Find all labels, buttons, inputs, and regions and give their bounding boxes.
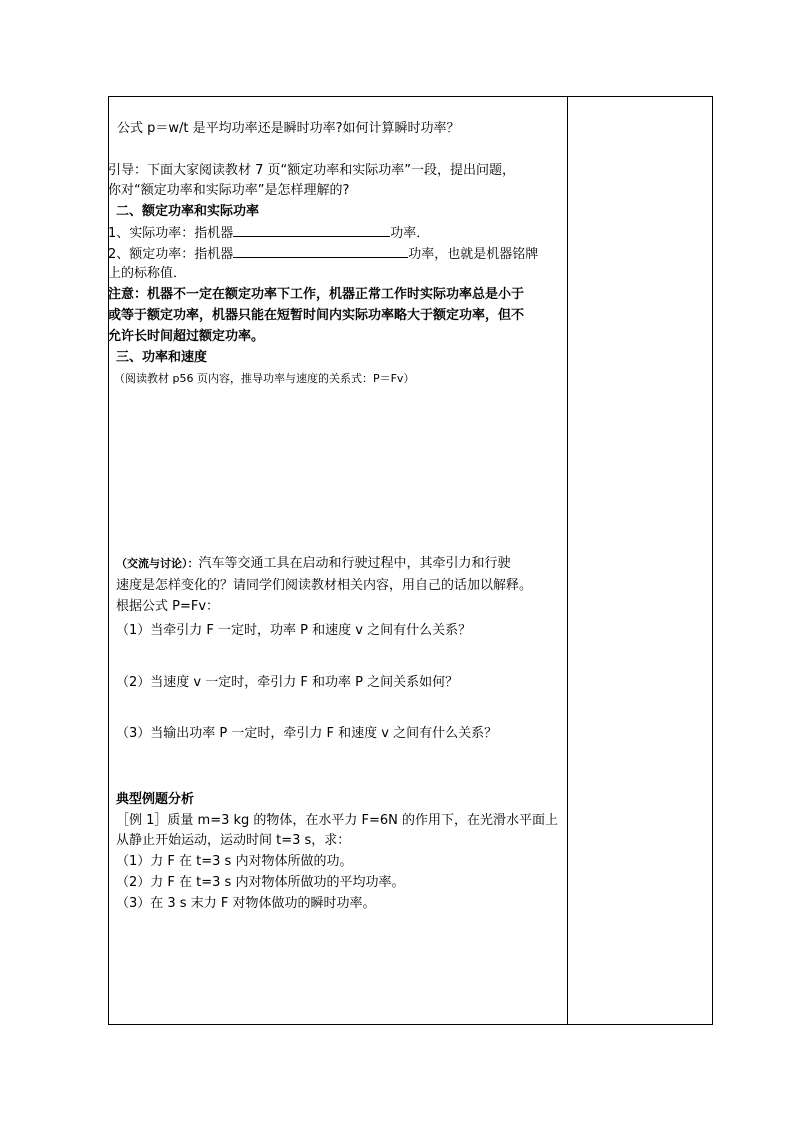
discussion-line-2: 速度是怎样变化的？请同学们阅读教材相关内容，用自己的话加以解释。 <box>116 578 533 593</box>
rated-power-prefix: 2、额定功率：指机器 <box>108 247 234 262</box>
discussion-label: （交流与讨论）： <box>116 557 199 570</box>
question-1: （1）当牵引力 F 一定时，功率 P 和速度 v 之间有什么关系？ <box>116 623 472 638</box>
actual-power-blank[interactable] <box>233 224 390 237</box>
section-3-note: （阅读教材 p56 页内容，推导功率与速度的关系式：P＝Fv） <box>114 372 415 385</box>
section-2-title: 二、额定功率和实际功率 <box>116 204 260 219</box>
example-1-question-1: （1）力 F 在 t=3 s 内对物体所做的功。 <box>116 854 353 869</box>
discussion-line-1 <box>116 556 511 572</box>
discussion-text-1: 汽车等交通工具在启动和行驶过程中，其牵引力和行驶 <box>198 556 511 571</box>
column-divider <box>567 96 568 1025</box>
note-line-1: 注意：机器不一定在额定功率下工作，机器正常工作时实际功率总是小于 <box>108 287 525 302</box>
example-1-line-2: 从静止开始运动，运动时间 t=3 s，求： <box>116 833 351 848</box>
note-line-3: 允许长时间超过额定功率。 <box>108 329 265 344</box>
question-3: （3）当输出功率 P 一定时，牵引力 F 和速度 v 之间有什么关系？ <box>116 726 498 741</box>
section-3-title: 三、功率和速度 <box>116 350 208 365</box>
rated-power-cont: 上的标称值． <box>108 266 187 281</box>
example-1-line-1: ［例 1］质量 m=3 kg 的物体，在水平力 F=6N 的作用下，在光滑水平面上 <box>116 813 559 828</box>
intro-line-2: 你对“额定功率和实际功率”是怎样理解的? <box>108 183 350 198</box>
question-2: （2）当速度 v 一定时，牵引力 F 和功率 P 之间关系如何？ <box>116 675 459 690</box>
example-1-question-3: （3）在 3 s 末力 F 对物体做功的瞬时功率。 <box>116 896 376 911</box>
example-1-question-2: （2）力 F 在 t=3 s 内对物体所做功的平均功率。 <box>116 875 405 890</box>
discussion-line-3: 根据公式 P=Fv： <box>116 599 220 614</box>
formula-question: 公式 p＝w/t 是平均功率还是瞬时功率?如何计算瞬时功率？ <box>117 121 460 136</box>
rated-power-blank[interactable] <box>233 245 408 258</box>
actual-power-suffix: 功率． <box>390 226 430 241</box>
example-title: 典型例题分析 <box>116 792 195 807</box>
intro-line-1: 引导：下面大家阅读教材 7 页“额定功率和实际功率”一段，提出问题， <box>108 163 516 178</box>
note-line-2: 或等于额定功率，机器只能在短暂时间内实际功率略大于额定功率，但不 <box>108 308 525 323</box>
actual-power-prefix: 1、实际功率：指机器 <box>108 226 234 241</box>
actual-power-line <box>108 224 429 242</box>
rated-power-line <box>108 245 538 263</box>
rated-power-suffix: 功率，也就是机器铭牌 <box>408 247 539 262</box>
